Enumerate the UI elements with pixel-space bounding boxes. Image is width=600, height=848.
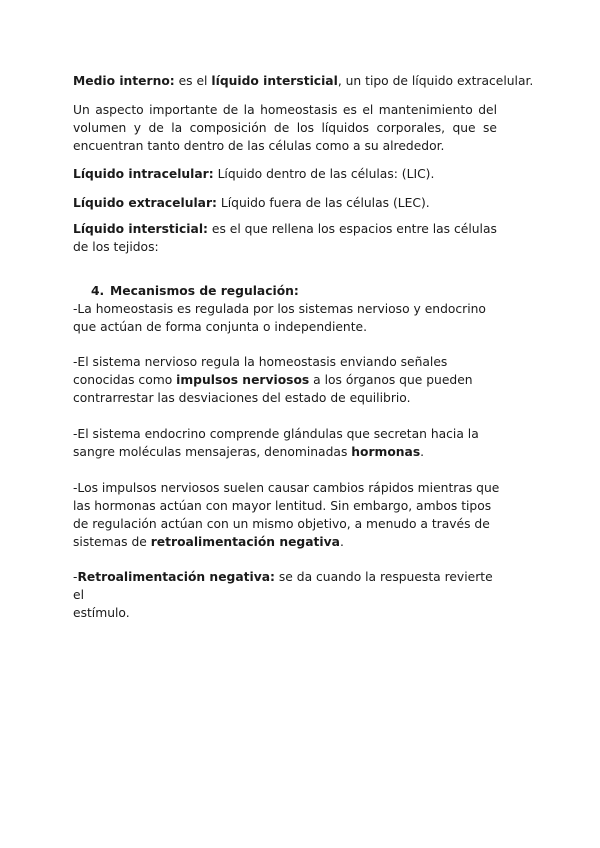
term-retroalimentacion-negativa: retroalimentación negativa [150, 535, 340, 549]
text-span: a los órganos que pueden [309, 373, 473, 387]
text-span: , un tipo de líquido extracelular. [337, 74, 534, 88]
term-hormonas: hormonas [351, 445, 421, 459]
text-span: . [339, 535, 344, 549]
text-line: estímulo. [73, 606, 130, 620]
text-line: -Los impulsos nerviosos suelen causar cambios rápidos mientras que [73, 481, 500, 495]
text-span: se da cuando la respuesta revierte el [73, 570, 493, 602]
text-span: es el que rellena los espacios entre las células [207, 222, 497, 236]
text-line: que actúan de forma conjunta o independiente. [73, 320, 368, 334]
text-span: - [73, 570, 78, 584]
section-heading-mecanismos [91, 282, 299, 300]
text-line: -El sistema nervioso regula la homeostasis enviando señales [73, 355, 448, 369]
section-title: Mecanismos de regulación: [110, 284, 299, 298]
regulacion-paragraph [73, 300, 503, 336]
text-span: es el [174, 74, 212, 88]
text-span: sangre moléculas mensajeras, denominadas [73, 445, 352, 459]
text-line: -El sistema endocrino comprende glándulas que secretan hacia la [73, 427, 479, 441]
text-span: . [420, 445, 425, 459]
liquido-extracelular-paragraph [73, 194, 430, 212]
text-line: de regulación actúan con un mismo objetivo, a menudo a través de [73, 517, 490, 531]
text-span: sistemas de [73, 535, 151, 549]
term-impulsos-nerviosos: impulsos nerviosos [176, 373, 310, 387]
term-medio-interno: Medio interno: [73, 74, 175, 88]
term-liquido-intracelular: Líquido intracelular: [73, 167, 214, 181]
sistema-nervioso-paragraph [73, 353, 503, 407]
term-liquido-intersticial-def: Líquido intersticial: [73, 222, 208, 236]
medio-interno-paragraph [73, 72, 533, 90]
text-span: Líquido dentro de las células: (LIC). [213, 167, 435, 181]
text-line: las hormonas actúan con mayor lentitud. Sin embargo, ambos tipos [73, 499, 492, 513]
retroalimentacion-paragraph [73, 568, 503, 622]
term-liquido-extracelular: Líquido extracelular: [73, 196, 217, 210]
term-liquido-intersticial: líquido intersticial [211, 74, 338, 88]
section-number: 4. [91, 284, 105, 298]
text-line: -La homeostasis es regulada por los sistemas nervioso y endocrino [73, 302, 486, 316]
liquido-intracelular-paragraph [73, 165, 434, 183]
text-span: de los tejidos: [73, 240, 159, 254]
impulsos-hormonas-paragraph [73, 479, 503, 551]
text-line: contrarrestar las desviaciones del estado de equilibrio. [73, 391, 411, 405]
homeostasis-paragraph: Un aspecto importante de la homeostasis es el mantenimiento del volumen y de la composición de los líquidos corporales, que se encuentran tanto dentro de las células como a su alrededor. [73, 103, 497, 153]
text-span: conocidas como [73, 373, 177, 387]
text-span: Líquido fuera de las células (LEC). [216, 196, 430, 210]
term-retroalimentacion-def: Retroalimentación negativa: [77, 570, 275, 584]
sistema-endocrino-paragraph [73, 425, 503, 461]
liquido-intersticial-paragraph [73, 220, 503, 256]
